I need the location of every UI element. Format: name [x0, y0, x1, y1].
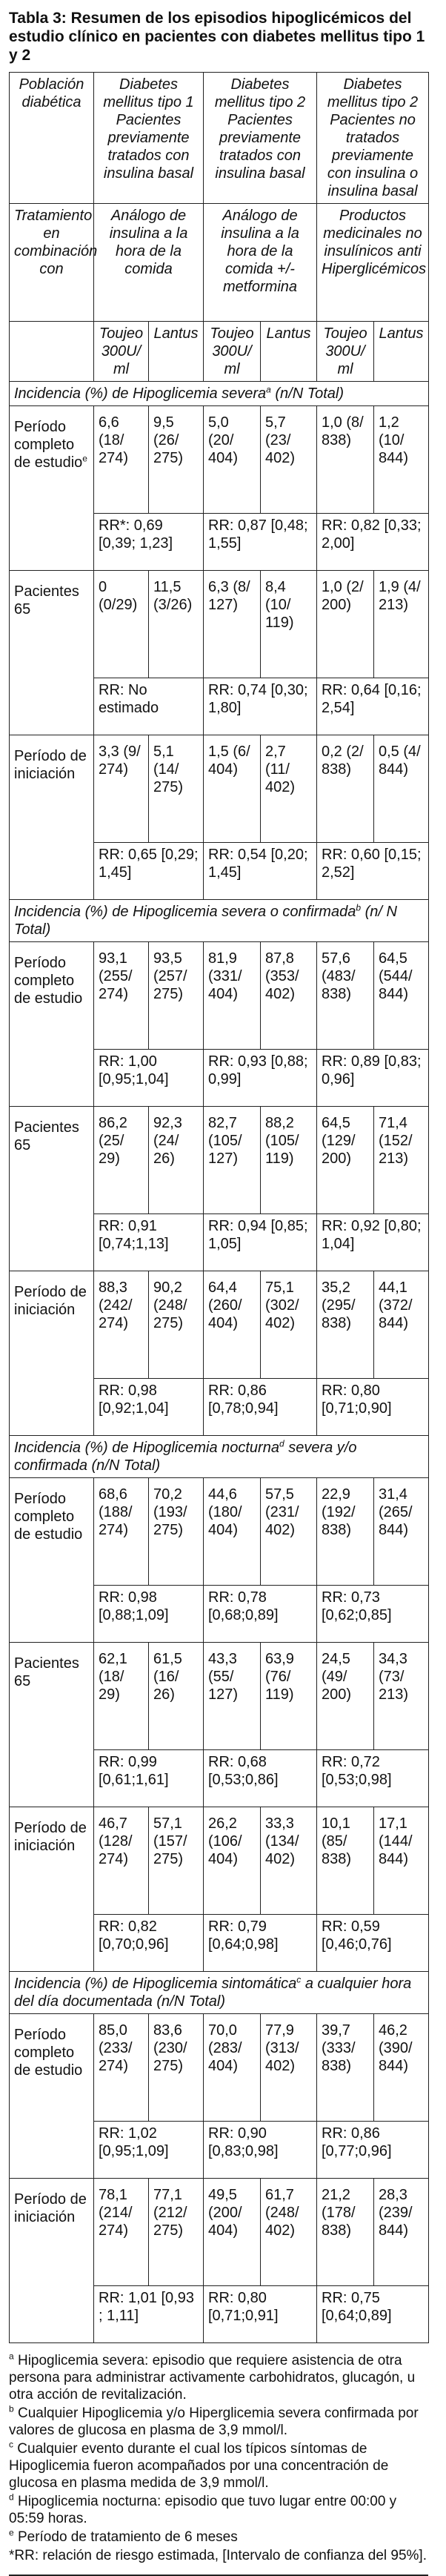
value-cell: 0,2 (2/ 838) — [317, 735, 374, 843]
value-cell: 64,5 (129/ 200) — [317, 1107, 374, 1214]
section-title — [10, 1972, 429, 2014]
population-label: Población diabética — [10, 73, 94, 204]
value-cell: 10,1 (85/ 838) — [317, 1807, 374, 1915]
row-label-text: Período de iniciación — [14, 748, 87, 782]
value-cell: 77,1 (212/ 275) — [149, 2179, 204, 2286]
footnote — [9, 2547, 428, 2564]
table-row — [10, 735, 429, 843]
table-row — [10, 571, 429, 678]
value-cell: 6,6 (18/ 274) — [94, 406, 149, 514]
footnote-mark: c — [296, 1974, 302, 1985]
table-row — [10, 2014, 429, 2122]
footnote-mark: a — [9, 2351, 14, 2362]
section-title-suffix: severa y/o confirmada (n/N Total) — [14, 1440, 357, 1474]
value-cell: 61,7 (248/ 402) — [261, 2179, 317, 2286]
value-cell: 11,5 (3/26) — [149, 571, 204, 678]
lantus-header: Lantus — [149, 322, 204, 382]
value-cell: 2,7 (11/ 402) — [261, 735, 317, 843]
section-title — [10, 1436, 429, 1478]
value-cell: 93,1 (255/ 274) — [94, 942, 149, 1050]
value-cell: 24,5 (49/ 200) — [317, 1643, 374, 1750]
row-label — [10, 1271, 94, 1436]
footnote — [9, 2493, 428, 2527]
section-title-text: Incidencia (%) de Hipoglicemia nocturna — [14, 1440, 279, 1456]
risk-ratio-cell: RR: 0,64 [0,16; 2,54] — [317, 678, 429, 735]
row-label-text: Período de iniciación — [14, 1820, 87, 1854]
value-cell: 5,7 (23/ 402) — [261, 406, 317, 514]
value-cell: 34,3 (73/ 213) — [374, 1643, 429, 1750]
row-label — [10, 1807, 94, 1972]
section-header-row — [10, 900, 429, 942]
risk-ratio-cell: RR: 0,75 [0,64;0,89] — [317, 2286, 429, 2343]
risk-ratio-cell: RR: 0,92 [0,80; 1,04] — [317, 1214, 429, 1271]
row-label-text: Período completo de estudio — [14, 419, 83, 471]
risk-ratio-cell: RR: 0,68 [0,53;0,86] — [204, 1750, 317, 1807]
value-cell: 44,6 (180/ 404) — [204, 1478, 261, 1586]
value-cell: 43,3 (55/ 127) — [204, 1643, 261, 1750]
value-cell: 0,5 (4/ 844) — [374, 735, 429, 843]
value-cell: 87,8 (353/ 402) — [261, 942, 317, 1050]
value-cell: 26,2 (106/ 404) — [204, 1807, 261, 1915]
risk-ratio-cell: RR: 0,89 [0,83; 0,96] — [317, 1050, 429, 1107]
table-row — [10, 942, 429, 1050]
footnote-text: Cualquier evento durante el cual los típicos síntomas de Hipoglicemia fueron acompañados por una concentración de glucosa en plasma medida de 3,9 mmol/l. — [9, 2441, 389, 2491]
section-header-row — [10, 1436, 429, 1478]
value-cell: 6,3 (8/ 127) — [204, 571, 261, 678]
value-cell: 22,9 (192/ 838) — [317, 1478, 374, 1586]
section-title — [10, 382, 429, 406]
value-cell: 64,4 (260/ 404) — [204, 1271, 261, 1379]
risk-ratio-cell: RR: 0,87 [0,48; 1,55] — [204, 514, 317, 571]
value-cell: 46,2 (390/ 844) — [374, 2014, 429, 2122]
value-cell: 1,2 (10/ 844) — [374, 406, 429, 514]
row-label — [10, 571, 94, 735]
value-cell: 82,7 (105/ 127) — [204, 1107, 261, 1214]
risk-ratio-cell: RR: No estimado — [94, 678, 204, 735]
value-cell: 57,5 (231/ 402) — [261, 1478, 317, 1586]
value-cell: 85,0 (233/ 274) — [94, 2014, 149, 2122]
section-header-row — [10, 382, 429, 406]
value-cell: 0 (0/29) — [94, 571, 149, 678]
risk-ratio-cell: RR: 0,79 [0,64;0,98] — [204, 1915, 317, 1972]
row-label — [10, 1107, 94, 1271]
footnote-mark: d — [279, 1438, 284, 1449]
value-cell: 62,1 (18/ 29) — [94, 1643, 149, 1750]
risk-ratio-cell: RR: 0,80 [0,71;0,91] — [204, 2286, 317, 2343]
table-row — [10, 1107, 429, 1214]
footnotes — [9, 2352, 428, 2564]
footnote-mark: e — [9, 2527, 14, 2538]
footnote-mark: d — [9, 2491, 14, 2503]
row-label-text: Pacientes 65 — [14, 1119, 79, 1153]
table-row — [10, 1478, 429, 1586]
footnote-text: Hipoglicemia severa: episodio que requiere asistencia de otra persona para administrar activamente carbohidratos, glucagón, u otra acción de revitalización. — [9, 2353, 416, 2403]
value-cell: 21,2 (178/ 838) — [317, 2179, 374, 2286]
lantus-header: Lantus — [374, 322, 429, 382]
value-cell: 46,7 (128/ 274) — [94, 1807, 149, 1915]
risk-ratio-cell: RR: 1,00 [0,95;1,04] — [94, 1050, 204, 1107]
section-title — [10, 900, 429, 942]
value-cell: 49,5 (200/ 404) — [204, 2179, 261, 2286]
treatment-dm2-naive: Productos medicinales no insulínicos anti Hiperglicémicos — [317, 204, 429, 322]
footnote-mark: e — [82, 453, 87, 464]
section-header-row — [10, 1972, 429, 2014]
footnote-mark: b — [356, 902, 362, 913]
row-label-text: Pacientes 65 — [14, 583, 79, 617]
value-cell: 33,3 (134/ 402) — [261, 1807, 317, 1915]
header-row-population — [10, 73, 429, 204]
value-cell: 31,4 (265/ 844) — [374, 1478, 429, 1586]
footnote-mark: a — [266, 384, 271, 395]
column-header-dm2-naive: Diabetes mellitus tipo 2 Pacientes no tratados previamente con insulina o insulina basal — [317, 73, 429, 204]
value-cell: 78,1 (214/ 274) — [94, 2179, 149, 2286]
risk-ratio-cell: RR: 0,93 [0,88; 0,99] — [204, 1050, 317, 1107]
row-label — [10, 2014, 94, 2179]
value-cell: 28,3 (239/ 844) — [374, 2179, 429, 2286]
value-cell: 44,1 (372/ 844) — [374, 1271, 429, 1379]
risk-ratio-cell: RR: 0,72 [0,53;0,98] — [317, 1750, 429, 1807]
risk-ratio-cell: RR: 0,65 [0,29; 1,45] — [94, 843, 204, 900]
value-cell: 9,5 (26/ 275) — [149, 406, 204, 514]
footnote-text: Período de tratamiento de 6 meses — [13, 2529, 238, 2545]
value-cell: 77,9 (313/ 402) — [261, 2014, 317, 2122]
row-label — [10, 735, 94, 900]
risk-ratio-cell: RR: 0,82 [0,70;0,96] — [94, 1915, 204, 1972]
value-cell: 39,7 (333/ 838) — [317, 2014, 374, 2122]
table-row — [10, 1807, 429, 1915]
risk-ratio-cell: RR: 0,86 [0,78;0,94] — [204, 1379, 317, 1436]
row-label — [10, 942, 94, 1107]
row-label-text: Período completo de estudio — [14, 1491, 83, 1543]
risk-ratio-cell: RR*: 0,69 [0,39; 1,23] — [94, 514, 204, 571]
risk-ratio-cell: RR: 0,82 [0,33; 2,00] — [317, 514, 429, 571]
value-cell: 61,5 (16/ 26) — [149, 1643, 204, 1750]
risk-ratio-cell: RR: 0,73 [0,62;0,85] — [317, 1586, 429, 1643]
hypoglycemia-table — [9, 72, 429, 2343]
value-cell: 86,2 (25/ 29) — [94, 1107, 149, 1214]
risk-ratio-cell: RR: 0,91 [0,74;1,13] — [94, 1214, 204, 1271]
value-cell: 90,2 (248/ 275) — [149, 1271, 204, 1379]
column-header-dm1-basal: Diabetes mellitus tipo 1 Pacientes previamente tratados con insulina basal — [94, 73, 204, 204]
value-cell: 63,9 (76/ 119) — [261, 1643, 317, 1750]
footnote-mark: b — [9, 2403, 14, 2414]
row-label-text: Pacientes 65 — [14, 1655, 79, 1689]
risk-ratio-cell: RR: 0,74 [0,30; 1,80] — [204, 678, 317, 735]
value-cell: 17,1 (144/ 844) — [374, 1807, 429, 1915]
table-body — [10, 73, 429, 2343]
value-cell: 57,6 (483/ 838) — [317, 942, 374, 1050]
risk-ratio-cell: RR: 0,78 [0,68;0,89] — [204, 1586, 317, 1643]
risk-ratio-cell: RR: 0,59 [0,46;0,76] — [317, 1915, 429, 1972]
value-cell: 1,0 (2/ 200) — [317, 571, 374, 678]
row-label-text: Período completo de estudio — [14, 2027, 83, 2079]
value-cell: 1,5 (6/ 404) — [204, 735, 261, 843]
section-title-text: Incidencia (%) de Hipoglicemia severa — [14, 385, 267, 402]
risk-ratio-cell: RR: 0,98 [0,88;1,09] — [94, 1586, 204, 1643]
table-title: Tabla 3: Resumen de los episodios hipoglicémicos del estudio clínico en pacientes con diabetes mellitus tipo 1 y 2 — [9, 10, 425, 64]
row-label — [10, 1643, 94, 1807]
value-cell: 75,1 (302/ 402) — [261, 1271, 317, 1379]
toujeo-header: Toujeo 300U/ ml — [317, 322, 374, 382]
value-cell: 83,6 (230/ 275) — [149, 2014, 204, 2122]
footnote-text: Hipoglicemia nocturna: episodio que tuvo lugar entre 00:00 y 05:59 horas. — [9, 2494, 397, 2526]
risk-ratio-cell: RR: 0,99 [0,61;1,61] — [94, 1750, 204, 1807]
document-page — [9, 9, 428, 2576]
empty-header-cell — [10, 322, 94, 382]
footnote-text: *RR: relación de riesgo estimada, [Intervalo de confianza del 95%]. — [9, 2548, 427, 2563]
table-row — [10, 406, 429, 514]
value-cell: 1,0 (8/ 838) — [317, 406, 374, 514]
value-cell: 81,9 (331/ 404) — [204, 942, 261, 1050]
value-cell: 35,2 (295/ 838) — [317, 1271, 374, 1379]
section-title-suffix: (n/ N Total) — [14, 904, 397, 938]
value-cell: 3,3 (9/ 274) — [94, 735, 149, 843]
section-title-suffix: (n/N Total) — [270, 385, 345, 402]
risk-ratio-cell: RR: 0,94 [0,85; 1,05] — [204, 1214, 317, 1271]
toujeo-header: Toujeo 300U/ ml — [204, 322, 261, 382]
row-label — [10, 1478, 94, 1643]
footnote-text: Cualquier Hipoglicemia y/o Hiperglicemia severa confirmada por valores de glucosa en plasma de 3,9 mmol/l. — [9, 2406, 419, 2438]
value-cell: 88,3 (242/ 274) — [94, 1271, 149, 1379]
column-header-dm2-basal: Diabetes mellitus tipo 2 Pacientes previamente tratados con insulina basal — [204, 73, 317, 204]
risk-ratio-cell: RR: 1,01 [0,93 ; 1,11] — [94, 2286, 204, 2343]
value-cell: 1,9 (4/ 213) — [374, 571, 429, 678]
footnote-mark: c — [9, 2439, 13, 2450]
row-label-text: Período de iniciación — [14, 1284, 87, 1318]
footnote — [9, 2405, 428, 2439]
risk-ratio-cell: RR: 0,80 [0,71;0,90] — [317, 1379, 429, 1436]
table-row — [10, 2179, 429, 2286]
value-cell: 64,5 (544/ 844) — [374, 942, 429, 1050]
treatment-dm2-basal: Análogo de insulina a la hora de la comida +/- metformina — [204, 204, 317, 322]
risk-ratio-cell: RR: 0,98 [0,92;1,04] — [94, 1379, 204, 1436]
value-cell: 8,4 (10/ 119) — [261, 571, 317, 678]
risk-ratio-cell: RR: 1,02 [0,95;1,09] — [94, 2122, 204, 2179]
value-cell: 88,2 (105/ 119) — [261, 1107, 317, 1214]
footnote — [9, 2352, 428, 2403]
header-row-products — [10, 322, 429, 382]
section-title-suffix: a cualquier hora del día documentada (n/N Total) — [14, 1976, 412, 2010]
footnote — [9, 2529, 428, 2546]
value-cell: 70,0 (283/ 404) — [204, 2014, 261, 2122]
lantus-header: Lantus — [261, 322, 317, 382]
footnote — [9, 2440, 428, 2491]
risk-ratio-cell: RR: 0,60 [0,15; 2,52] — [317, 843, 429, 900]
value-cell: 5,1 (14/ 275) — [149, 735, 204, 843]
section-title-text: Incidencia (%) de Hipoglicemia sintomática — [14, 1976, 297, 1992]
value-cell: 68,6 (188/ 274) — [94, 1478, 149, 1586]
table-row — [10, 1643, 429, 1750]
row-label — [10, 406, 94, 571]
treatment-dm1: Análogo de insulina a la hora de la comida — [94, 204, 204, 322]
header-row-treatment — [10, 204, 429, 322]
row-label-text: Período completo de estudio — [14, 955, 83, 1007]
value-cell: 70,2 (193/ 275) — [149, 1478, 204, 1586]
treatment-label: Tratamiento en combinación con — [10, 204, 94, 322]
risk-ratio-cell: RR: 0,54 [0,20; 1,45] — [204, 843, 317, 900]
section-title-text: Incidencia (%) de Hipoglicemia severa o confirmada — [14, 904, 356, 920]
table-row — [10, 1271, 429, 1379]
toujeo-header: Toujeo 300U/ ml — [94, 322, 149, 382]
risk-ratio-cell: RR: 0,86 [0,77;0,96] — [317, 2122, 429, 2179]
risk-ratio-cell: RR: 0,90 [0,83;0,98] — [204, 2122, 317, 2179]
row-label-text: Período de iniciación — [14, 2191, 87, 2225]
value-cell: 92,3 (24/ 26) — [149, 1107, 204, 1214]
value-cell: 71,4 (152/ 213) — [374, 1107, 429, 1214]
value-cell: 57,1 (157/ 275) — [149, 1807, 204, 1915]
row-label — [10, 2179, 94, 2343]
value-cell: 93,5 (257/ 275) — [149, 942, 204, 1050]
value-cell: 5,0 (20/ 404) — [204, 406, 261, 514]
